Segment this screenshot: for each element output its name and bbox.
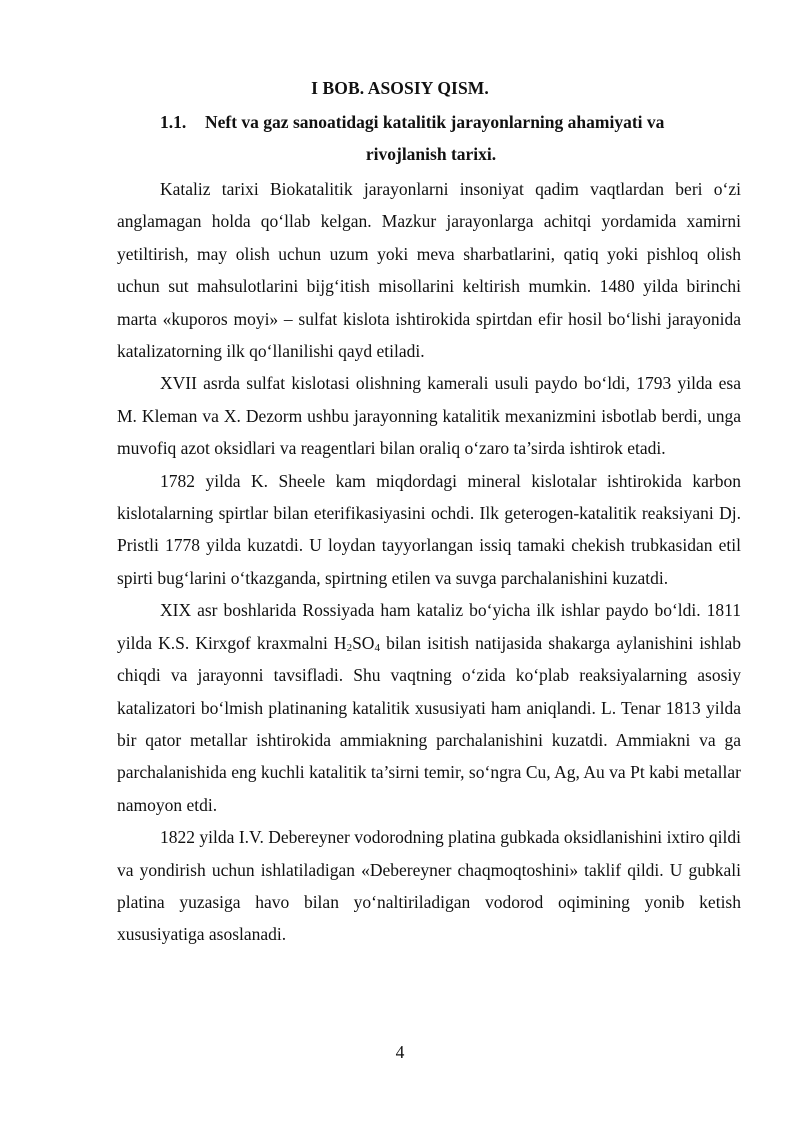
paragraph-1: Kataliz tarixi Biokatalitik jarayonlarni insoniyat qadim vaqtlardan beri o‘zi anglamagan holda qo‘llab kelgan. Mazkur jarayonlarga achitqi yordamida xamirni yetiltirish, may olish uchun uzum yoki meva sharbatlarini, qatiq yoki pishloq olish uchun sut mahsulotlarini bijg‘itish misollarini keltirish mumkin. 1480 yilda birinchi marta «kuporos moyi» – sulfat kislota ishtirokida spirtdan efir hosil bo‘lishi jarayonida katalizatorning ilk qo‘llanilishi qayd etiladi. [117, 179, 741, 362]
chapter-title: I BOB. ASOSIY QISM. [311, 78, 489, 98]
subscript-4: 4 [374, 641, 380, 654]
paragraph-4 [117, 594, 741, 821]
paragraph-2: XVII asrda sulfat kislotasi olishning kamerali usuli paydo bo‘ldi, 1793 yilda esa M. Kleman va X. Dezorm ushbu jarayonning katalitik mexanizmini isbotlab berdi, unga muvofiq azot oksidlari va reagentlari bilan oraliq o‘zaro ta’sirda ishtirok etadi. [117, 373, 741, 459]
page-number: 4 [395, 1042, 405, 1062]
paragraph-4-text-after: bilan isitish natijasida shakarga aylanishini ishlab chiqdi va jarayonni tavsifladi. Shu vaqtning o‘zida ko‘plab reaksiyalarning asosiy katalizatori bo‘lmish platinaning katalitik xususiyati ham aniqlandi. L. Tenar 1813 yilda bir qator metallar ishtirokida ammiakning parchalanishini kuzatdi. Ammiakni va ga parchalanishida eng kuchli katalitik ta’sirni temir, so‘ngra Cu, Ag, Au va Pt kabi metallar namoyon etdi. [117, 632, 741, 815]
paragraph-4-text-mid: SO [352, 632, 375, 653]
paragraph-3: 1782 yilda K. Sheele kam miqdordagi mineral kislotalar ishtirokida karbon kislotalarning spirtlar bilan eterifikasiyasini ochdi. Ilk geterogen-katalitik reaksiyani Dj. Pristli 1778 yilda kuzatdi. U loydan tayyorlangan issiq tamaki chekish trubkasidan etil spirti bug‘larini o‘tkazganda, spirtning etilen va suvga parchalanishini kuzatdi. [117, 470, 741, 588]
section-title-line-2: rivojlanish tarixi. [365, 144, 497, 164]
body-text [117, 173, 741, 951]
section-number: 1.1. [160, 112, 187, 132]
section-title-line-1: Neft va gaz sanoatidagi katalitik jarayonlarning ahamiyati va [205, 112, 665, 132]
paragraph-4-text-before: XIX asr boshlarida Rossiyada ham kataliz bo‘yicha ilk ishlar paydo bo‘ldi. 1811 yilda K.S. Kirxgof kraxmalni H [117, 600, 741, 653]
paragraph-5: 1822 yilda I.V. Debereyner vodorodning platina gubkada oksidlanishini ixtiro qildi va yondirish uchun ishlatiladigan «Debereyner chaqmoqtoshini» taklif qildi. U gubkali platina yuzasiga havo bilan yo‘naltiriladigan vodorod oqimining yonib ketish xususiyatiga asoslanadi. [117, 827, 741, 945]
subscript-2: 2 [346, 641, 353, 654]
